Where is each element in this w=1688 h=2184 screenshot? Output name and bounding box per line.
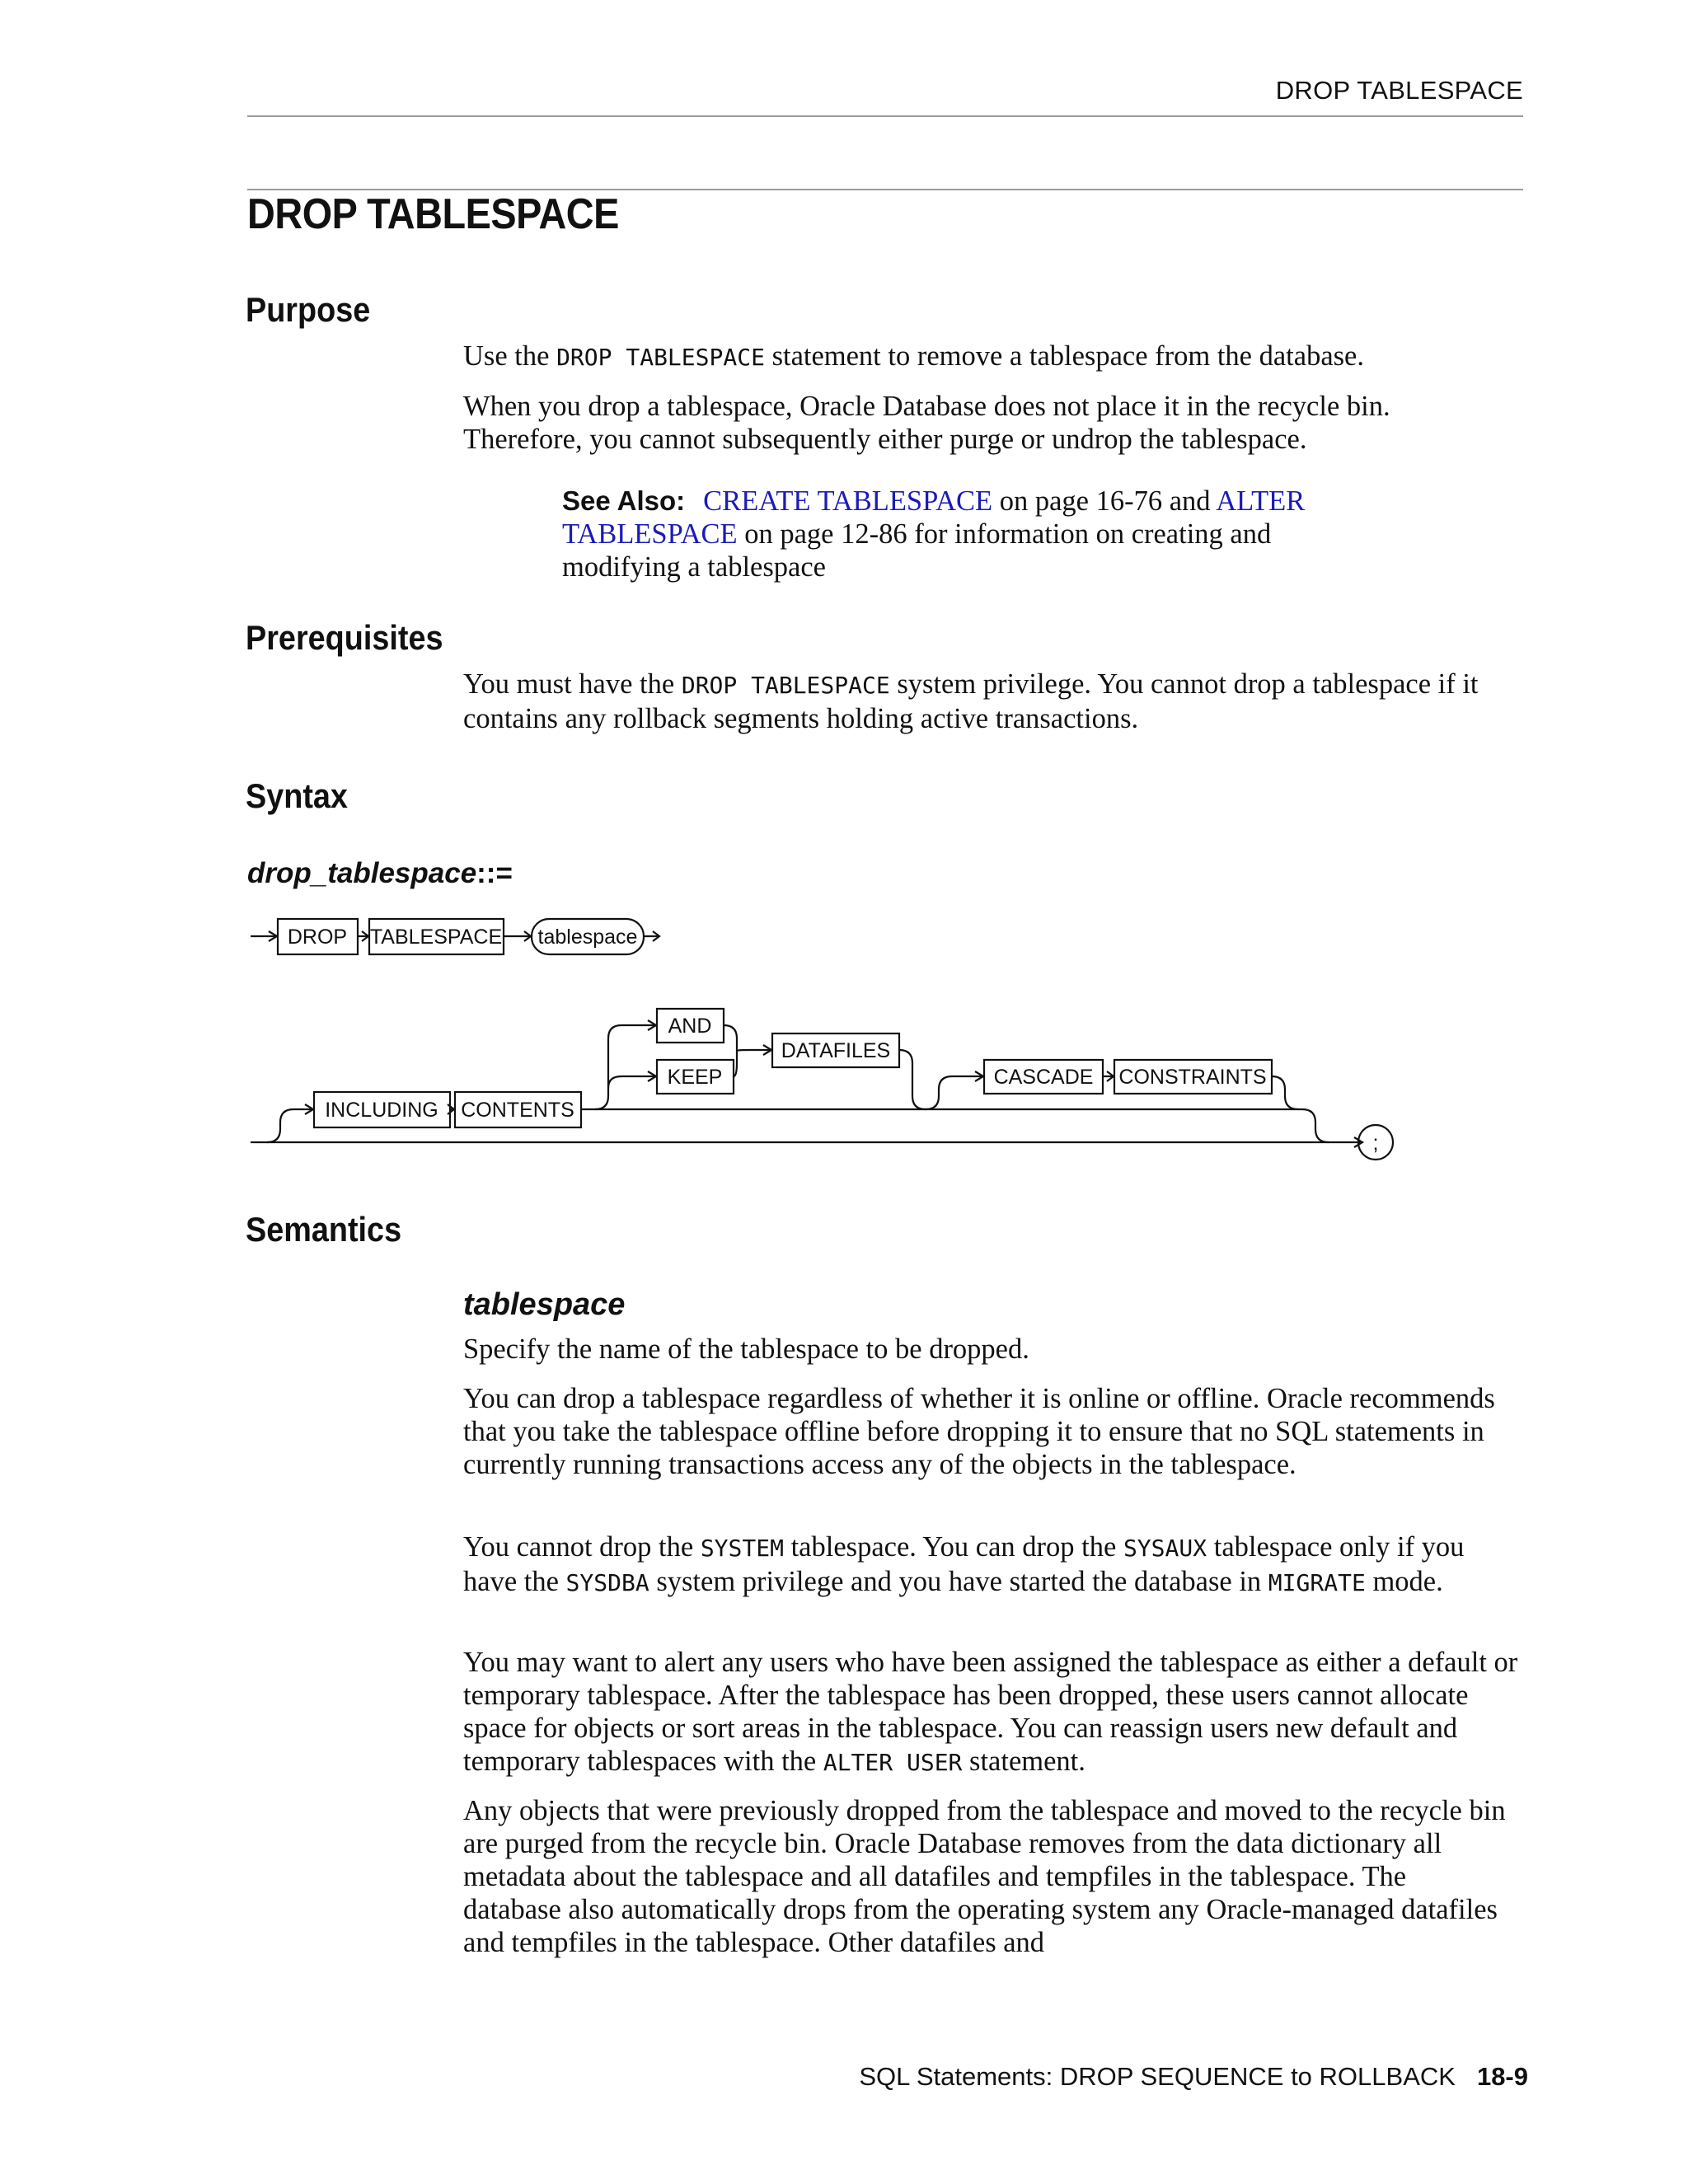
semantics-heading: Semantics bbox=[246, 1210, 402, 1249]
kw-datafiles: DATAFILES bbox=[781, 1039, 891, 1062]
semantics-paragraph-3: You cannot drop the SYSTEM tablespace. You can drop the SYSAUX tablespace only if you have the SYSDBA system privilege and you have started the database in MIGRATE mode. bbox=[463, 1531, 1465, 1597]
kw-cascade: CASCADE bbox=[993, 1066, 1094, 1089]
page-number: 18-9 bbox=[1476, 2062, 1528, 2091]
see-also-label: See Also: bbox=[562, 485, 686, 516]
code-drop-tablespace: DROP TABLESPACE bbox=[681, 672, 890, 699]
syntax-heading: Syntax bbox=[246, 776, 348, 815]
purpose-paragraph-1: Use the DROP TABLESPACE statement to remove a tablespace from the database. bbox=[463, 340, 1364, 372]
semantics-paragraph-2: You can drop a tablespace regardless of whether it is online or offline. Oracle recommends that you take the tablespace offline before dropping it to ensure that no SQL statements in currently running transactions access any of the objects in the tablespace. bbox=[463, 1383, 1495, 1480]
page-footer bbox=[859, 2062, 1528, 2092]
link-alter-tablespace[interactable]: ALTER TABLESPACE bbox=[562, 485, 1306, 550]
semantics-paragraph-5: Any objects that were previously dropped from the tablespace and moved to the recycle bin are purged from the recycle bin. Oracle Database removes from the data dictionary all metadata about the tablespace and all datafiles and tempfiles in the tablespace. The database also automatically drops from the operating system any Oracle-managed datafiles and tempfiles in the tablespace. Other datafiles and bbox=[463, 1795, 1506, 1958]
semantics-paragraph-4: You may want to alert any users who have been assigned the tablespace as either a default or temporary tablespace. After the tablespace has been dropped, these users cannot allocate space for objects or sort areas in the tablespace. You can reassign users new default and temporary tablespaces with the ALTER USER statement. bbox=[463, 1647, 1518, 1777]
prerequisites-heading: Prerequisites bbox=[246, 618, 443, 657]
kw-drop: DROP bbox=[287, 926, 348, 949]
kw-keep: KEEP bbox=[667, 1066, 723, 1089]
purpose-paragraph-2: When you drop a tablespace, Oracle Database does not place it in the recycle bin. Therefore, you cannot subsequently either purge or undrop the tablespace. bbox=[463, 391, 1390, 455]
code-sysaux: SYSAUX bbox=[1123, 1535, 1207, 1562]
code-drop-tablespace: DROP TABLESPACE bbox=[556, 344, 765, 371]
footer-section-title: SQL Statements: DROP SEQUENCE to ROLLBACK bbox=[859, 2062, 1456, 2091]
code-alter-user: ALTER USER bbox=[823, 1749, 963, 1776]
kw-and: AND bbox=[668, 1015, 712, 1038]
kw-tablespace: TABLESPACE bbox=[369, 926, 503, 949]
bnf-rule-name: drop_tablespace::= bbox=[247, 857, 513, 889]
kw-including: INCLUDING bbox=[325, 1099, 438, 1122]
page-title: DROP TABLESPACE bbox=[247, 190, 619, 238]
code-migrate: MIGRATE bbox=[1268, 1569, 1366, 1596]
semantics-subheading-tablespace: tablespace bbox=[463, 1287, 626, 1322]
prerequisites-paragraph: You must have the DROP TABLESPACE system privilege. You cannot drop a tablespace if it contains any rollback segments holding active transactions. bbox=[463, 668, 1479, 734]
purpose-heading: Purpose bbox=[246, 290, 371, 329]
semantics-paragraph-1: Specify the name of the tablespace to be dropped. bbox=[463, 1333, 1029, 1365]
running-header: DROP TABLESPACE bbox=[1275, 76, 1523, 105]
code-system: SYSTEM bbox=[700, 1535, 784, 1562]
kw-constraints: CONSTRAINTS bbox=[1118, 1066, 1267, 1089]
link-create-tablespace[interactable]: CREATE TABLESPACE bbox=[703, 485, 993, 517]
code-sysdba: SYSDBA bbox=[565, 1569, 649, 1596]
var-tablespace: tablespace bbox=[537, 926, 638, 949]
see-also-note: See Also: CREATE TABLESPACE on page 16-76 and ALTER TABLESPACE on page 12-86 for information on creating and modifying a tablespace bbox=[562, 485, 1306, 583]
terminator-semicolon: ; bbox=[1372, 1132, 1379, 1155]
kw-contents: CONTENTS bbox=[461, 1099, 574, 1122]
